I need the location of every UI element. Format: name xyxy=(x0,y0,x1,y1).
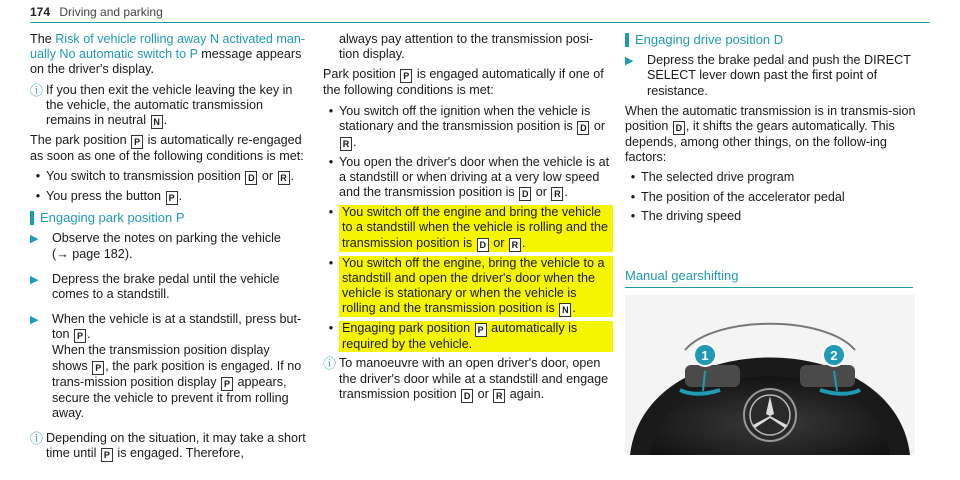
list-item: • You switch to transmission position D or R . xyxy=(35,169,295,184)
list-item: • You open the driver's door when the vehicle is at a standstill or when driving at a very low speed and the transmission position is D or R . xyxy=(328,154,610,200)
list-item-highlighted: • Engaging park position P automatically is required by the vehicle. xyxy=(323,321,613,352)
key-n: N xyxy=(151,115,163,129)
callout-2 xyxy=(823,344,845,366)
step-arrow-icon: ▶ xyxy=(30,273,39,286)
steering-wheel-figure xyxy=(625,295,915,455)
info-icon: ⓘ xyxy=(30,431,44,447)
info-icon: ⓘ xyxy=(30,82,44,98)
message-link[interactable]: Risk of vehicle rolling away N activated man-ually No automatic switch to P xyxy=(30,32,306,62)
step-item: ▶ Depress the brake pedal and push the DIRECT SELECT lever down past the first point of resistance. xyxy=(625,53,911,98)
section-heading-park: Engaging park position P xyxy=(30,210,308,225)
note-1: ⓘ If you then exit the vehicle leaving the key in the vehicle, the automatic transmission remains in neutral N . xyxy=(30,82,293,128)
drive-paragraph: When the automatic transmission is in transmis-sion position D , it shifts the gears automatically. This depends, among other things, on the follow-ing factors: xyxy=(625,103,916,165)
list-item: • The selected drive program xyxy=(630,170,795,185)
intro-paragraph: The Risk of vehicle rolling away N activated man-ually No automatic switch to P message appears on the driver's display. xyxy=(30,32,306,77)
section-heading-drive: Engaging drive position D xyxy=(625,32,917,47)
column-3 xyxy=(625,32,917,228)
auto-park-paragraph: Park position P is engaged automatically if one of the following conditions is met: xyxy=(323,67,604,98)
header-rule xyxy=(30,22,930,23)
list-item: • You switch off the ignition when the vehicle is stationary and the transmission position is D or R . xyxy=(328,103,606,149)
step-arrow-icon: ▶ xyxy=(30,314,39,327)
list-item: • You press the button P . xyxy=(35,189,183,204)
step-item: ▶ Observe the notes on parking the vehicle (→ page 182). xyxy=(30,231,281,261)
list-item-highlighted: • You switch off the engine and bring the vehicle to a standstill when the vehicle is rolling and the transmission position is D or R . xyxy=(323,205,613,251)
note-3: ⓘ To manoeuvre with an open driver's door, open the driver's door while at a standstill and engage transmission position D or R again. xyxy=(323,356,609,401)
section-name: Driving and parking xyxy=(59,5,163,19)
manual-gearshifting-heading: Manual gearshifting xyxy=(625,268,913,288)
page-number: 174 xyxy=(30,5,51,19)
svg-text:2: 2 xyxy=(830,348,838,363)
list-item: • The driving speed xyxy=(630,208,742,223)
continued-text: always pay attention to the transmission posi-tion display. xyxy=(339,32,594,62)
svg-text:1: 1 xyxy=(701,348,709,363)
page-header xyxy=(30,5,163,20)
info-icon: ⓘ xyxy=(323,356,337,372)
page-ref-link[interactable]: (→ page 182). xyxy=(52,246,133,261)
step-arrow-icon: ▶ xyxy=(625,55,634,68)
list-item: • The position of the accelerator pedal xyxy=(630,189,845,204)
callout-1 xyxy=(694,344,716,366)
list-item-highlighted: • You switch off the engine, bring the vehicle to a standstill and open the driver's door when the vehicle is stationary or when the vehicle is rolling and the transmission position is N . xyxy=(323,256,613,318)
column-1 xyxy=(30,32,308,466)
note-2: ⓘ Depending on the situation, it may take a short time until P is engaged. Therefore, xyxy=(30,431,306,461)
column-2 xyxy=(323,32,613,407)
step-item: ▶ When the vehicle is at a standstill, press but-ton P . When the transmission position display shows P , the park position is engaged. If no trans-mission position display P appears, secure the vehicle to prevent it from rolling away. xyxy=(30,312,302,420)
step-arrow-icon: ▶ xyxy=(30,233,39,246)
reengage-paragraph: The park position P is automatically re-engaged as soon as one of the following conditions is met: xyxy=(30,133,304,164)
step-item: ▶ Depress the brake pedal until the vehicle comes to a standstill. xyxy=(30,271,280,302)
